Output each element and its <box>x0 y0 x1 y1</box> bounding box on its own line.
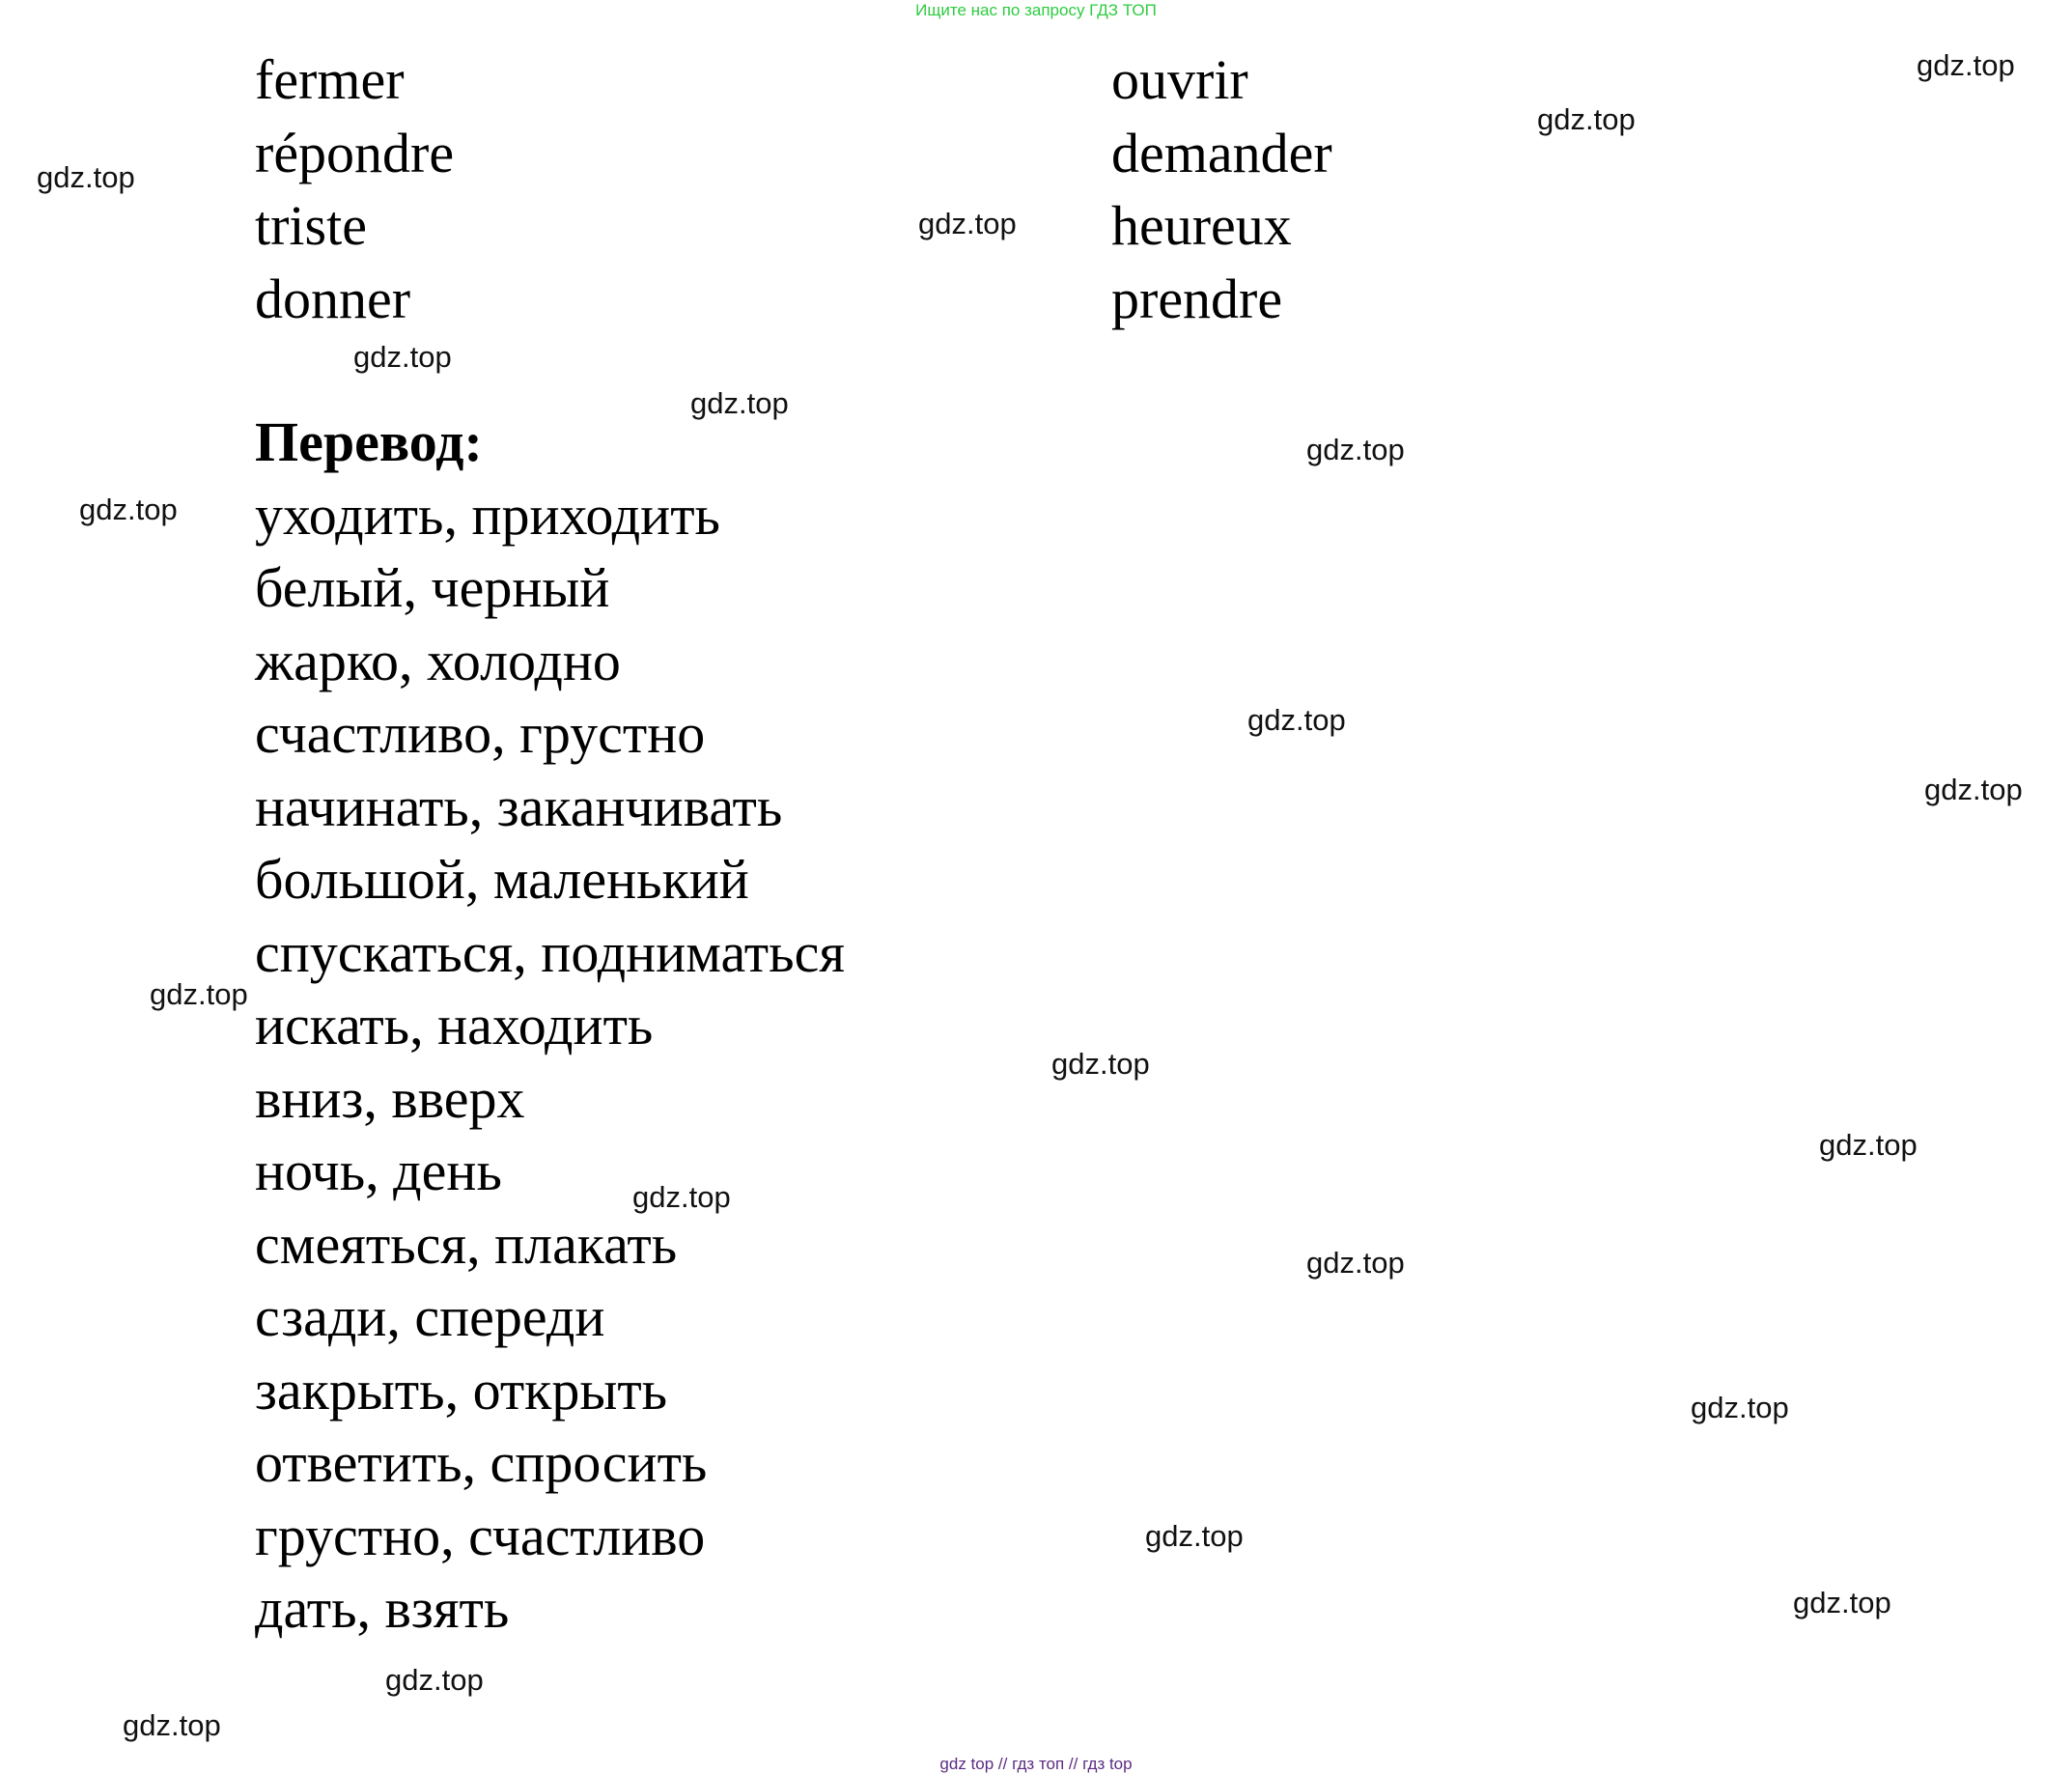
watermark: gdz.top <box>1793 1586 1891 1619</box>
watermark: gdz.top <box>1306 433 1405 466</box>
footer-links: gdz top // гдз топ // гдз top <box>939 1755 1133 1773</box>
watermark: gdz.top <box>353 340 452 374</box>
translation-line: закрыть, открыть <box>255 1358 668 1422</box>
translation-line: сзади, спереди <box>255 1285 605 1348</box>
word-item: ouvrir <box>1111 48 1248 111</box>
watermark: gdz.top <box>1306 1246 1405 1280</box>
translation-line: дать, взять <box>255 1577 510 1640</box>
translation-heading: Перевод: <box>255 410 483 473</box>
translation-line: жарко, холодно <box>255 629 621 692</box>
translation-block <box>255 406 845 1646</box>
word-item: prendre <box>1111 267 1283 330</box>
watermark: gdz.top <box>918 207 1017 240</box>
word-item: donner <box>255 267 411 330</box>
translation-line: начинать, заканчивать <box>255 774 783 838</box>
word-item: fermer <box>255 48 405 111</box>
watermark: gdz.top <box>1924 773 2023 806</box>
word-item: répondre <box>255 121 455 184</box>
watermark: gdz.top <box>1051 1047 1150 1081</box>
watermark: gdz.top <box>1145 1519 1244 1553</box>
watermark: gdz.top <box>690 386 789 420</box>
translation-line: ночь, день <box>255 1140 502 1202</box>
translation-line: грустно, счастливо <box>255 1504 706 1567</box>
word-item: triste <box>255 194 367 257</box>
translation-line: спускаться, подниматься <box>255 920 846 984</box>
watermark: gdz.top <box>632 1180 731 1214</box>
translation-line: счастливо, грустно <box>255 702 706 765</box>
watermark: gdz.top <box>1247 703 1346 737</box>
watermark: gdz.top <box>123 1708 221 1742</box>
translation-line: уходить, приходить <box>255 483 721 547</box>
watermark: gdz.top <box>150 977 248 1011</box>
translation-line: искать, находить <box>255 994 654 1056</box>
word-item: demander <box>1111 121 1332 184</box>
watermark: gdz.top <box>37 160 135 194</box>
watermark: gdz.top <box>79 493 178 526</box>
word-item: heureux <box>1111 194 1292 257</box>
top-banner: Ищите нас по запросу ГДЗ ТОП <box>915 1 1157 19</box>
watermark: gdz.top <box>1917 48 2015 82</box>
watermark: gdz.top <box>1819 1128 1918 1162</box>
french-words-left-column <box>255 43 454 335</box>
french-words-right-column <box>1111 43 1332 335</box>
translation-line: ответить, спросить <box>255 1431 708 1494</box>
watermark: gdz.top <box>1537 102 1636 136</box>
translation-line: вниз, вверх <box>255 1066 525 1130</box>
translation-line: смеяться, плакать <box>255 1212 678 1276</box>
translation-line: белый, черный <box>255 556 610 619</box>
translation-line: большой, маленький <box>255 848 749 911</box>
watermark: gdz.top <box>385 1663 484 1697</box>
watermark: gdz.top <box>1691 1391 1789 1424</box>
